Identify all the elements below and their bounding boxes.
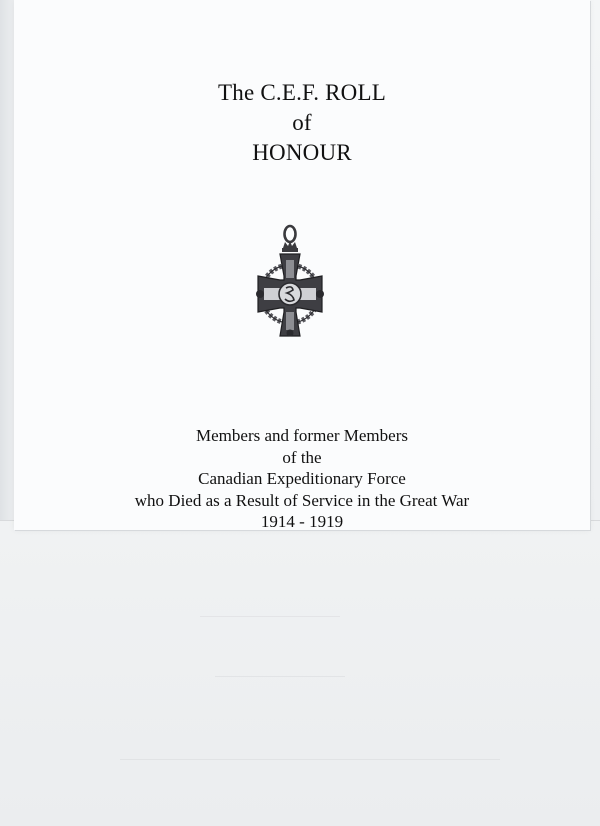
- subtitle-line-2: of the: [282, 447, 322, 467]
- document-title: [14, 78, 590, 168]
- subtitle-line-1: Members and former Members: [196, 426, 408, 445]
- bleed-through-line: [200, 616, 340, 617]
- document-subtitle: [14, 425, 590, 533]
- bleed-through-line: [215, 676, 345, 677]
- title-line-1: The C.E.F. ROLL: [218, 80, 386, 105]
- bleed-through-line: [120, 759, 500, 760]
- title-line-2: of: [292, 110, 312, 135]
- subtitle-line-4: who Died as a Result of Service in the Great War: [134, 490, 470, 510]
- title-page: [14, 0, 590, 530]
- title-line-3: HONOUR: [252, 140, 352, 165]
- underlying-sheet: [0, 520, 600, 826]
- subtitle-line-3: Canadian Expeditionary Force: [198, 469, 406, 488]
- memorial-cross-medal-icon: [240, 222, 340, 350]
- subtitle-line-5: 1914 - 1919: [260, 512, 344, 531]
